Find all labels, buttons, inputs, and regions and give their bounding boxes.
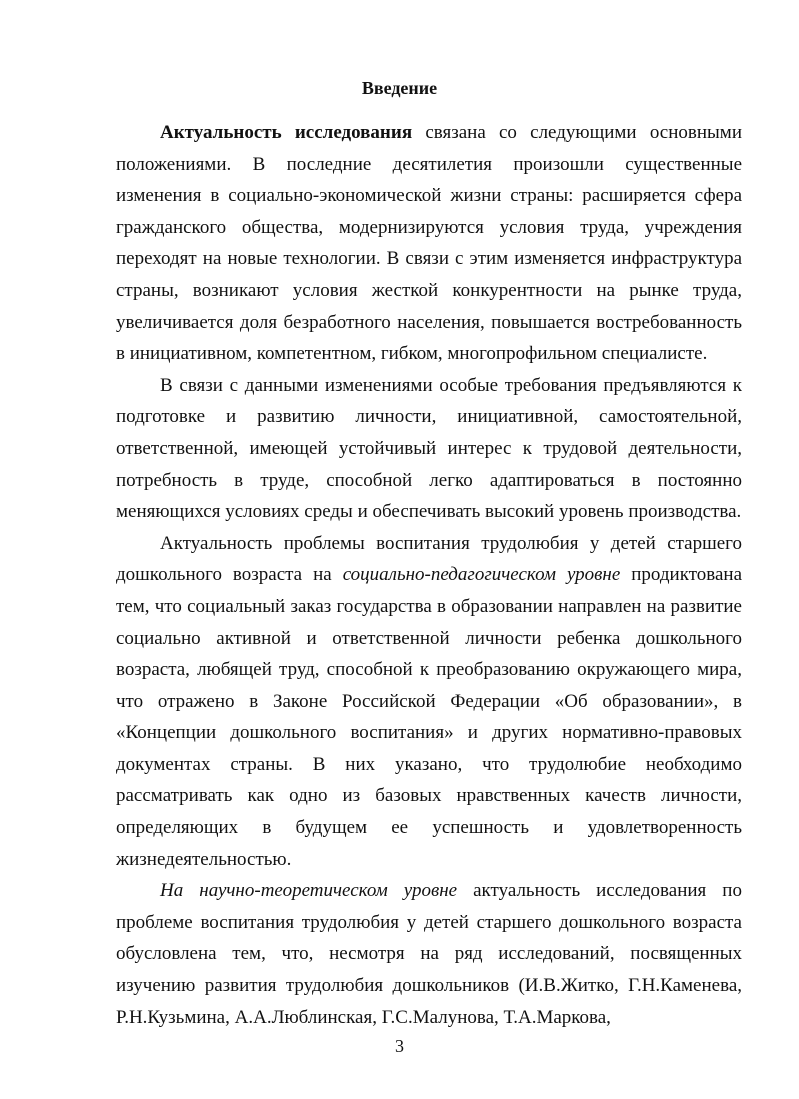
paragraph-requirements xyxy=(116,370,742,528)
page-number: 3 xyxy=(395,1036,404,1056)
paragraph-relevance xyxy=(116,117,742,370)
emphasis-social-pedagogical: социально-педагогическом уровне xyxy=(342,564,621,586)
paragraph-scientific-theoretical xyxy=(116,875,742,1033)
section-title: Введение xyxy=(361,78,438,98)
paragraph-text: Актуальность проблемы воспитания трудолюбия у детей старшего дошкольного возраста на xyxy=(116,532,742,586)
emphasis-scientific-theoretical: На научно-теоретическом уровне xyxy=(160,880,458,902)
body-text xyxy=(116,117,742,1033)
paragraph-text: актуальность исследования по проблеме воспитания трудолюбия у детей старшего дошкольного возраста обусловлена тем, что, несмотря на ряд исследований, посвященных изучению развития трудолюбия дошкольников (И.В.Житко, Г.Н.Каменева, Р.Н.Кузьмина, А.А.Люблинская, Г.С.Малунова, Т.А.Маркова, xyxy=(116,880,742,1028)
paragraph-text: связана со следующими основными положениями. В последние десятилетия произошли существенные изменения в социально-экономической жизни страны: расширяется сфера гражданского общества, модернизируются условия труда, учреждения переходят на новые технологии. В связи с этим изменяется инфраструктура страны, возникают условия жесткой конкурентности на рынке труда, увеличивается доля безработного населения, повышается востребованность в инициативном, компетентном, гибком, многопрофильном специалисте. xyxy=(116,122,742,365)
relevance-heading: Актуальность исследования xyxy=(160,122,413,143)
paragraph-text: В связи с данными изменениями особые требования предъявляются к подготовке и развитию личности, инициативной, самостоятельной, ответственной, имеющей устойчивый интерес к трудовой деятельности, потребность в труде, способной легко адаптироваться в постоянно меняющихся условиях среды и обеспечивать высокий уровень производства. xyxy=(116,374,742,523)
paragraph-text: продиктована тем, что социальный заказ государства в образовании направлен на развитие социально активной и ответственной личности ребенка дошкольного возраста, любящей труд, способной к преобразованию окружающего мира, что отражено в Законе Российской Федерации «Об образовании», в «Концепции дошкольного воспитания» и других нормативно-правовых документах страны. В них указано, что трудолюбие необходимо рассматривать как одно из базовых нравственных качеств личности, определяющих в будущем ее успешность и удовлетворенность жизнедеятельностью. xyxy=(116,564,743,870)
paragraph-social-pedagogical xyxy=(116,528,742,876)
